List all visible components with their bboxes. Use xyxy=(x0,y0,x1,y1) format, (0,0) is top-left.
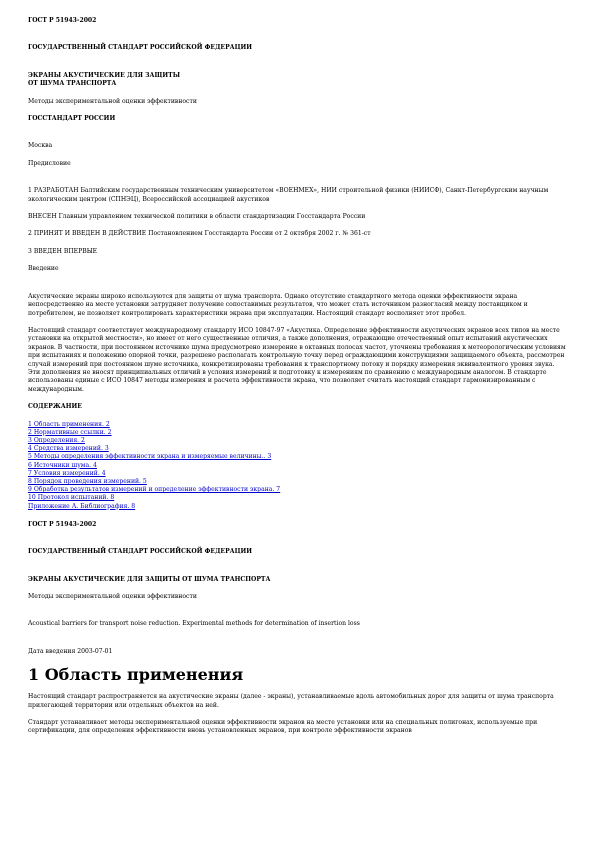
preface-item-1b: ВНЕСЕН Главным управлением технической политики в области стандартизации Госстандарта России xyxy=(28,213,366,221)
preface-item-3: 3 ВВЕДЕН ВПЕРВЫЕ xyxy=(28,247,98,255)
english-title: Acoustical barriers for transport noise reduction. Experimental methods for determination of insertion loss xyxy=(28,620,360,628)
toc-link[interactable]: 8 Порядок проведения измерений. 5 xyxy=(28,477,147,485)
gos-standard-line: ГОСУДАРСТВЕННЫЙ СТАНДАРТ РОССИЙСКОЙ ФЕДЕРАЦИИ xyxy=(28,44,253,52)
toc-link[interactable]: 7 Условия измерений. 4 xyxy=(28,469,106,477)
gosstandart-label: ГОССТАНДАРТ РОССИИ xyxy=(28,115,116,123)
toc-link[interactable]: 6 Источники шума. 4 xyxy=(28,461,97,469)
city-label: Москва xyxy=(28,142,53,150)
preface-item-2: 2 ПРИНЯТ И ВВЕДЕН В ДЕЙСТВИЕ Постановлением Госстандарта России от 2 октября 2002 г. № 361-ст xyxy=(28,230,371,238)
section-1-paragraph-1: Настоящий стандарт распространяется на акустические экраны (далее - экраны), устанавливаемые вдоль автомобильных дорог для защиты от шума транспорта прилегающей территории или отдельных объектов на ней. xyxy=(28,693,554,709)
title-line-1: ЭКРАНЫ АКУСТИЧЕСКИЕ ДЛЯ ЗАЩИТЫ xyxy=(28,71,181,79)
doc-header: ГОСТ Р 51943-2002 xyxy=(28,17,97,24)
toc-link[interactable]: 4 Средства измерений. 3 xyxy=(28,445,109,453)
toc-link[interactable]: 3 Определения. 2 xyxy=(28,436,85,444)
toc-link[interactable]: 5 Методы определения эффективности экрана и измеряемые величины.. 3 xyxy=(28,453,272,461)
toc-link[interactable]: 2 Нормативные ссылки. 2 xyxy=(28,428,112,436)
toc-link[interactable]: 9 Обработка результатов измерений и определение эффективности экрана. 7 xyxy=(28,486,281,494)
preface-item-1: 1 РАЗРАБОТАН Балтийским государственным техническим университетом «ВОЕНМЕХ», НИИ строительной физики (НИИСФ), Санкт-Петербургским научным экологическим центром (СПНЭЦ), Всероссийской ассоциацией акустиков xyxy=(28,187,549,203)
section-1-heading: 1 Область применения xyxy=(28,665,244,685)
toc-link[interactable]: 10 Протокол испытаний. 8 xyxy=(28,494,115,502)
intro-paragraph-1: Акустические экраны широко используются для защиты от шума транспорта. Однако отсутствие стандартного метода оценки эффективности экрана непосредственно на месте установки затрудняет получение сопоставимых результатов, что может стать источником разногласий между поставщиком и потребителем, не позволяет контролировать характеристики экрана при эксплуатации. Настоящий стандарт восполняет этот пробел. xyxy=(28,292,528,317)
methods-subtitle-2: Методы экспериментальной оценки эффективности xyxy=(28,593,197,601)
date-of-introduction: Дата введения 2003-07-01 xyxy=(28,647,113,655)
intro-heading: Введение xyxy=(28,265,59,273)
title-full: ЭКРАНЫ АКУСТИЧЕСКИЕ ДЛЯ ЗАЩИТЫ ОТ ШУМА ТРАНСПОРТА xyxy=(28,575,271,583)
toc-link[interactable]: 1 Область применения. 2 xyxy=(28,420,110,428)
intro-paragraph-2: Настоящий стандарт соответствует международному стандарту ИСО 10847-97 «Акустика. Определение эффективности акустических экранов всех типов на месте установки на открытой местности», но имеет от него существенные отличия, а также дополнения, отражающие отечественный опыт испытаний акустических экранов. В частности, при постоянном источнике шума предусмотрено измерение в октавных полосах частот, уточнены требования к метеорологическим условиям при испытаниях и положению опорной точки, разрешено располагать контрольную точку перед ограждающими конструкциями защищаемого объекта, рассмотрен случай измерений при постоянном шуме источника, конкретизированы требования к транспортному потоку и порядку измерения эквивалентного уровня звука. Эти дополнения не вносят принципиальных отличий в условия измерений и подготовку к измерениям по сравнению с международным аналогом. В стандарте использованы единые с ИСО 10847 методы измерения и расчета эффективности экрана, что позволяет считать настоящий стандарт гармонизированным с международным. xyxy=(28,326,566,393)
section-1-paragraph-2: Стандарт устанавливает методы экспериментальной оценки эффективности экранов на месте установки или на специальных полигонах, используемые при сертификации, для определения эффективности вновь установленных экранов, при контроле эффективности экранов xyxy=(28,719,538,735)
title-line-2: ОТ ШУМА ТРАНСПОРТА xyxy=(28,80,117,88)
contents-heading: СОДЕРЖАНИЕ xyxy=(28,403,82,411)
preface-heading: Предисловие xyxy=(28,159,71,167)
table-of-contents xyxy=(28,421,567,511)
doc-header-2: ГОСТ Р 51943-2002 xyxy=(28,520,97,528)
gos-standard-line-2: ГОСУДАРСТВЕННЫЙ СТАНДАРТ РОССИЙСКОЙ ФЕДЕРАЦИИ xyxy=(28,548,253,556)
toc-link[interactable]: Приложение А. Библиография. 8 xyxy=(28,502,136,510)
methods-subtitle: Методы экспериментальной оценки эффективности xyxy=(28,97,197,105)
